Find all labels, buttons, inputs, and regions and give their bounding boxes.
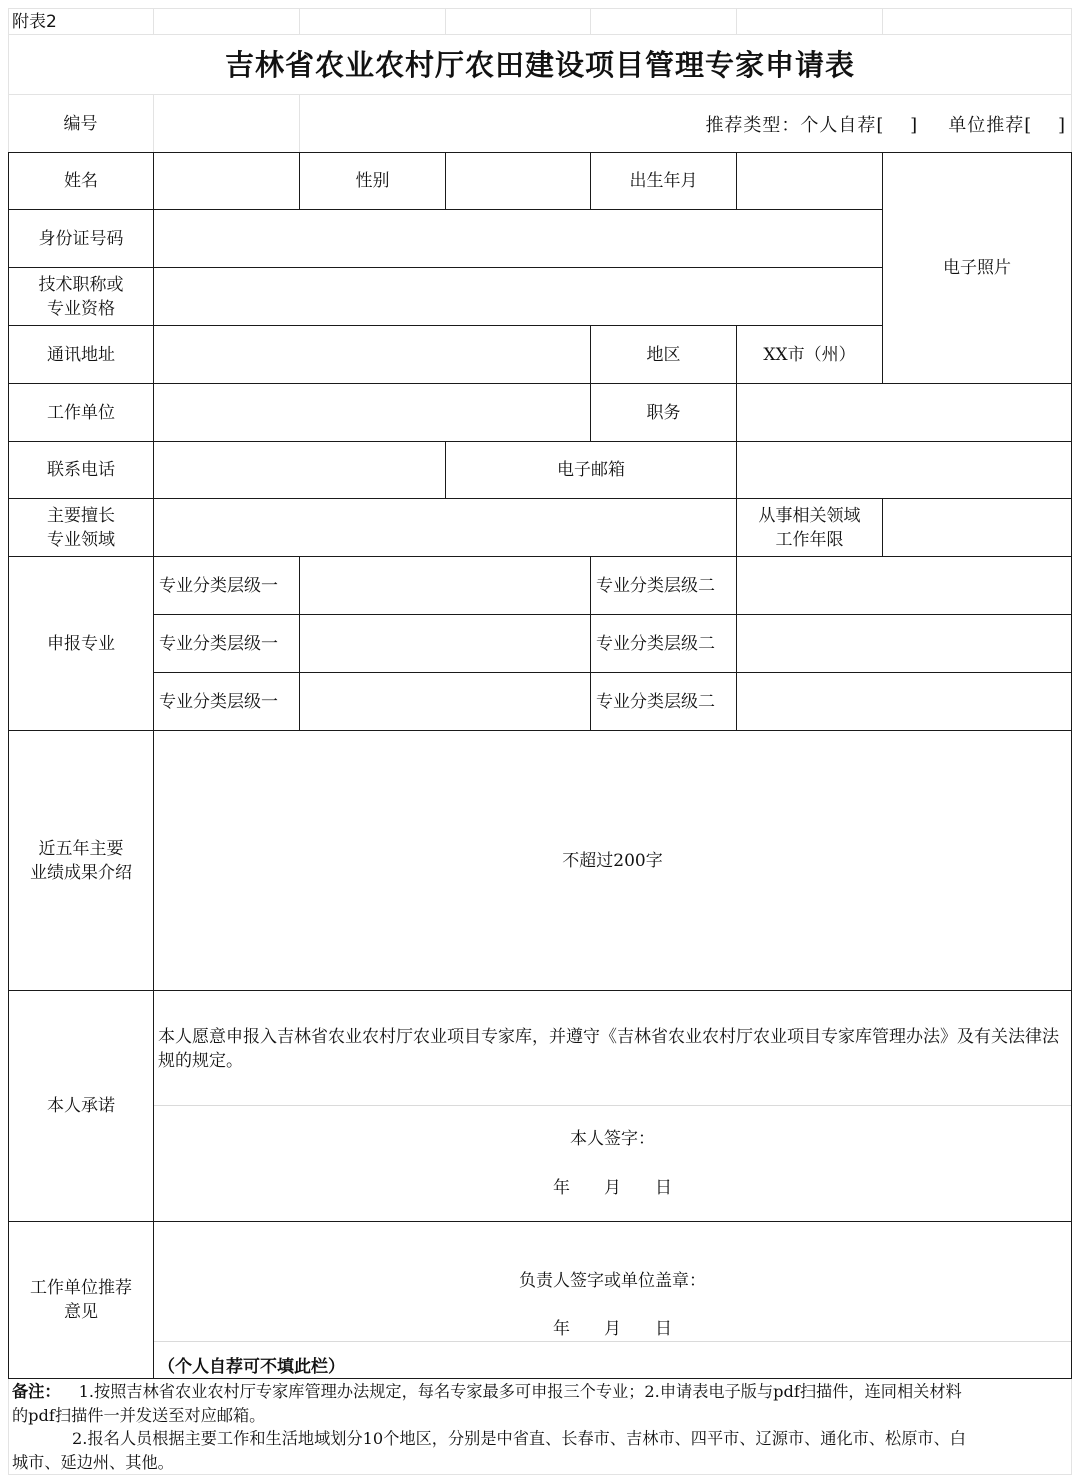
unit-signature-label[interactable]: 负责人签字或单位盖章： bbox=[519, 1271, 706, 1291]
specialty-level2-input[interactable] bbox=[737, 615, 1071, 672]
achievements-label bbox=[9, 731, 153, 990]
position-input[interactable] bbox=[737, 384, 1071, 441]
specialty-level1-input[interactable] bbox=[300, 615, 590, 672]
grid-col-line bbox=[445, 8, 446, 34]
achievements-input[interactable]: 不超过200字 bbox=[562, 850, 663, 871]
grid-col-line bbox=[153, 94, 154, 152]
specialty-level2-label: 专业分类层级二 bbox=[596, 575, 715, 596]
remarks-line-3: 2.报名人员根据主要工作和生活地域划分10个地区，分别是中省直、长春市、吉林市、四平市、辽源市、通化市、松原市、白 bbox=[72, 1429, 966, 1448]
specialty-level1-label: 专业分类层级一 bbox=[159, 691, 278, 712]
position-label: 职务 bbox=[646, 402, 681, 423]
name-label: 姓名 bbox=[64, 171, 98, 191]
specialty-level1-input[interactable] bbox=[300, 557, 590, 614]
years-label-line1: 从事相关领域 bbox=[758, 505, 861, 526]
gender-label: 性别 bbox=[355, 171, 390, 191]
pledge-date[interactable]: 年 月 日 bbox=[553, 1178, 672, 1198]
title-label-line2: 专业资格 bbox=[47, 298, 115, 319]
unit-opinion-date[interactable]: 年 月 日 bbox=[553, 1319, 672, 1339]
specialty-level1-label: 专业分类层级一 bbox=[159, 575, 278, 596]
achievements-label-line1: 近五年主要 bbox=[38, 838, 124, 859]
table-line bbox=[8, 1221, 1072, 1222]
remarks-line-1 bbox=[12, 1380, 1072, 1404]
grid-col-line bbox=[299, 94, 300, 152]
address-input[interactable] bbox=[154, 326, 590, 383]
remarks-label: 备注： bbox=[12, 1382, 61, 1401]
employer-label: 工作单位 bbox=[47, 402, 115, 423]
specialty-label: 申报专业 bbox=[47, 633, 115, 654]
remarks bbox=[12, 1380, 1072, 1478]
title-label-line1: 技术职称或 bbox=[38, 274, 124, 295]
grid-col-line bbox=[736, 8, 737, 34]
unit-opinion-note: （个人自荐可不填此栏） bbox=[158, 1357, 345, 1377]
gender-input[interactable] bbox=[446, 153, 590, 209]
expertise-label-line2: 专业领域 bbox=[47, 529, 115, 550]
number-label: 编号 bbox=[63, 113, 98, 134]
grid-col-line bbox=[153, 8, 154, 34]
pledge-text: 本人愿意申报入吉林省农业农村厅农业项目专家库，并遵守《吉林省农业农村厅农业项目专家库管理办法》及有关法律法规的规定。 bbox=[158, 1027, 1059, 1071]
table-light-line bbox=[154, 1105, 1071, 1106]
employer-input[interactable] bbox=[154, 384, 590, 441]
table-border bbox=[1071, 152, 1072, 1379]
specialty-level1-input[interactable] bbox=[300, 673, 590, 730]
title-label bbox=[9, 268, 153, 325]
form-title: 吉林省农业农村厅农田建设项目管理专家申请表 bbox=[224, 47, 855, 82]
years-label-line2: 工作年限 bbox=[775, 529, 844, 550]
achievements-label-line2: 业绩成果介绍 bbox=[30, 862, 132, 883]
recommend-type bbox=[600, 95, 1066, 152]
address-label: 通讯地址 bbox=[47, 344, 115, 365]
remarks-text-1: 1.按照吉林省农业农村厅专家库管理办法规定，每名专家最多可申报三个专业；2.申请表电子版与pdf扫描件，连同相关材料 bbox=[78, 1382, 962, 1401]
expertise-label-line1: 主要擅长 bbox=[47, 505, 115, 526]
table-line bbox=[8, 990, 1072, 991]
specialty-level2-label: 专业分类层级二 bbox=[596, 691, 715, 712]
email-input[interactable] bbox=[737, 442, 1071, 498]
pledge-signature-label[interactable]: 本人签字： bbox=[570, 1129, 655, 1149]
grid-col-line bbox=[299, 8, 300, 34]
title-input[interactable] bbox=[154, 268, 882, 325]
pledge-label: 本人承诺 bbox=[47, 1096, 115, 1116]
unit-opinion-label-line2: 意见 bbox=[64, 1302, 98, 1322]
recommend-type-label: 推荐类型： bbox=[705, 114, 801, 136]
name-input[interactable] bbox=[154, 153, 299, 209]
specialty-level1-label: 专业分类层级一 bbox=[159, 633, 278, 654]
grid-col-line bbox=[590, 8, 591, 34]
remarks-line-2: 的pdf扫描件一并发送至对应邮箱。 bbox=[12, 1405, 266, 1425]
self-recommend-option[interactable]: 个人自荐[ ] bbox=[800, 114, 919, 136]
remarks-line-4: 城市、延边州、其他。 bbox=[12, 1452, 174, 1472]
sheet-label: 附表2 bbox=[12, 11, 57, 32]
specialty-level2-input[interactable] bbox=[737, 673, 1071, 730]
photo-area[interactable]: 电子照片 bbox=[943, 258, 1011, 278]
unit-opinion-label-line1: 工作单位推荐 bbox=[30, 1278, 132, 1298]
birth-input[interactable] bbox=[737, 153, 882, 209]
grid-col-line bbox=[8, 1378, 9, 1474]
phone-input[interactable] bbox=[154, 442, 445, 498]
grid-top bbox=[8, 8, 1072, 9]
expertise-input[interactable] bbox=[154, 499, 736, 556]
region-value[interactable]: XX市（州） bbox=[763, 344, 856, 365]
years-input[interactable] bbox=[883, 499, 1071, 556]
specialty-level2-label: 专业分类层级二 bbox=[596, 633, 715, 654]
years-label bbox=[737, 499, 882, 556]
specialty-level2-input[interactable] bbox=[737, 557, 1071, 614]
region-label: 地区 bbox=[646, 344, 681, 365]
email-label: 电子邮箱 bbox=[557, 460, 625, 480]
grid-col-line bbox=[882, 8, 883, 34]
unit-opinion-label bbox=[9, 1222, 153, 1378]
phone-label: 联系电话 bbox=[47, 460, 115, 480]
birth-label: 出生年月 bbox=[629, 171, 698, 191]
id-number-input[interactable] bbox=[154, 210, 882, 267]
unit-recommend-option[interactable]: 单位推荐[ ] bbox=[948, 114, 1066, 136]
expertise-label bbox=[9, 499, 153, 556]
id-number-label: 身份证号码 bbox=[38, 228, 124, 249]
